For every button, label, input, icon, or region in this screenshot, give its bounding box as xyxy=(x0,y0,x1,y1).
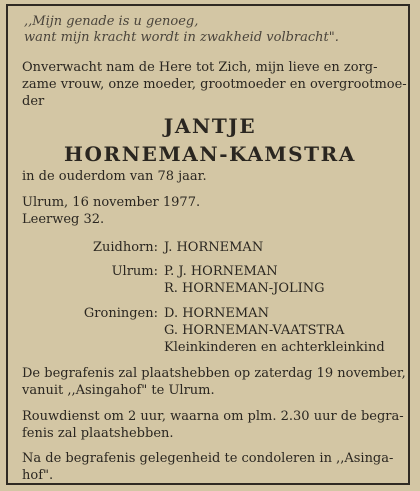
service-line-2: fenis zal plaatshebben. xyxy=(22,426,174,441)
service-line-1: Rouwdienst om 2 uur, waarna om plm. 2.30 uur de begra- xyxy=(22,409,404,424)
obituary-notice xyxy=(6,4,410,485)
funeral-line-1: De begrafenis zal plaatshebben op zaterdag 19 november, xyxy=(22,366,406,381)
bible-quote xyxy=(24,14,384,46)
place-date: Ulrum, 16 november 1977. xyxy=(22,195,201,210)
relative-place-groningen: Groningen: xyxy=(83,306,158,321)
relative-name: Kleinkinderen en achterkleinkind xyxy=(164,340,385,355)
condolence-line-2: hof". xyxy=(22,468,54,483)
quote-line-2: want mijn kracht wordt in zwakheid volbracht". xyxy=(24,30,339,45)
deceased-first-name: JANTJE xyxy=(163,114,257,138)
relative-name: R. HORNEMAN-JOLING xyxy=(164,281,325,296)
condolence-line-1: Na de begrafenis gelegenheid te condoleren in ,,Asinga- xyxy=(22,451,394,466)
intro-line-2: zame vrouw, onze moeder, grootmoeder en overgrootmoe- xyxy=(22,77,407,92)
quote-line-1: ,,Mijn genade is u genoeg, xyxy=(24,14,199,29)
age-line: in de ouderdom van 78 jaar. xyxy=(22,169,207,184)
relative-place-zuidhorn: Zuidhorn: xyxy=(92,240,158,255)
intro-line-1: Onverwacht nam de Here tot Zich, mijn lieve en zorg- xyxy=(22,60,378,75)
address: Leerweg 32. xyxy=(22,212,105,227)
relative-name: P. J. HORNEMAN xyxy=(164,264,278,279)
deceased-surname: HORNEMAN-KAMSTRA xyxy=(64,142,356,166)
relative-name: J. HORNEMAN xyxy=(164,240,264,255)
intro-line-3: der xyxy=(22,94,45,109)
relative-name: G. HORNEMAN-VAATSTRA xyxy=(164,323,345,338)
relative-place-ulrum: Ulrum: xyxy=(111,264,158,279)
relative-name: D. HORNEMAN xyxy=(164,306,269,321)
funeral-line-2: vanuit ,,Asingahof" te Ulrum. xyxy=(22,383,215,398)
